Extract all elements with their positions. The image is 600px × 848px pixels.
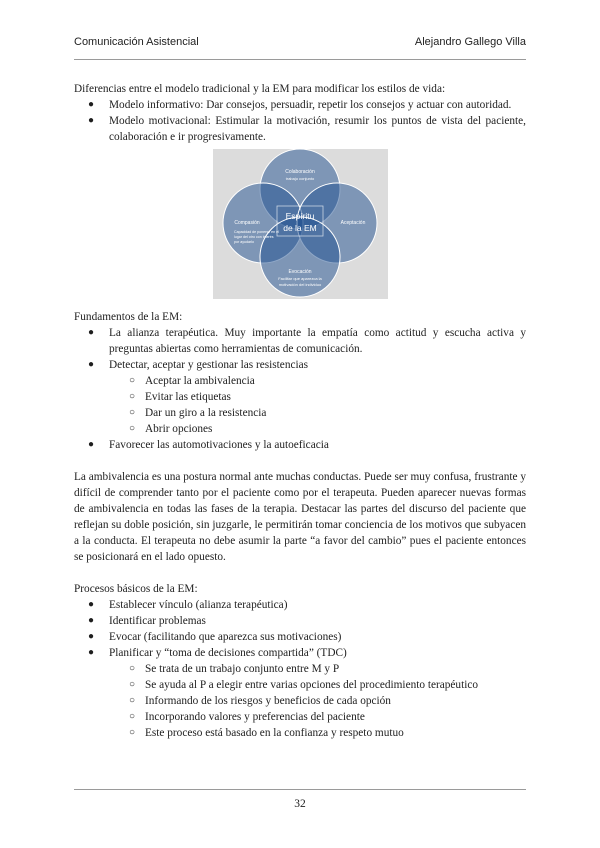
section2-sublist — [74, 373, 526, 437]
bullet: ○ — [129, 679, 136, 690]
bullet: ○ — [129, 407, 136, 418]
bullet: ● — [88, 359, 95, 370]
bullet: ○ — [129, 711, 136, 722]
top-title: Colaboración — [284, 169, 315, 175]
list-item: ● Detectar, aceptar y gestionar las resistencias — [88, 359, 309, 371]
bullet: ● — [88, 615, 95, 626]
ambivalence-paragraph: La ambivalencia es una postura normal ante muchas conductas. Puede ser muy confusa, frustrante y difícil de comprender tanto por el paciente como por el terapeuta. Pueden aparecer nuevas formas de ambivalencia en todas las fases de la terapia. Destacar las partes del discurso del paciente que reflejan su doble posición, sin juzgarle, le permitirán tomar conciencia de los motivos que subyacen a la conducta. El terapeuta no debe asumir la parte “a favor del cambio” pues el paciente entonces se posicionará en el lado opuesto. — [74, 471, 526, 563]
sublist-item: ○ Incorporando valores y preferencias del paciente — [129, 711, 365, 723]
header-left: Comunicación Asistencial — [74, 36, 199, 48]
list-item: ● Modelo motivacional: Estimular la motivación, resumir los puntos de vista del paciente, colaboración e ir progresivamente. — [88, 115, 526, 143]
header-rule — [74, 59, 526, 60]
top-sub: trabajo conjunto — [285, 176, 314, 181]
section1-intro: Diferencias entre el modelo tradicional y la EM para modificar los estilos de vida: — [74, 83, 446, 95]
footer-rule — [74, 789, 526, 790]
bullet: ○ — [129, 727, 136, 738]
page-number: 32 — [294, 798, 306, 810]
sublist-item: ○ Dar un giro a la resistencia — [129, 407, 267, 419]
left-sub2: lugar del otro con interés — [233, 235, 274, 239]
section3-list — [74, 597, 526, 661]
header-right: Alejandro Gallego Villa — [414, 36, 526, 48]
section2-list-end — [74, 437, 526, 453]
list-item: ● Identificar problemas — [88, 615, 206, 627]
page-body — [74, 81, 526, 741]
left-title: Compasión — [233, 220, 260, 226]
section3-title: Procesos básicos de la EM: — [74, 583, 198, 595]
bottom-sub2: motivación del individuo — [278, 282, 321, 287]
center-line1: Espíritu — [285, 211, 314, 221]
bullet: ○ — [129, 663, 136, 674]
list-item: ● Modelo informativo: Dar consejos, persuadir, repetir los consejos y actuar con autoridad. — [88, 99, 512, 111]
list-item: ● Favorecer las automotivaciones y la autoeficacia — [88, 439, 329, 451]
left-sub3: por ayudarlo — [233, 240, 254, 244]
section2-title: Fundamentos de la EM: — [74, 311, 183, 323]
em-spirit-diagram — [213, 149, 388, 299]
center-line2: de la EM — [282, 223, 317, 233]
section1-list — [74, 97, 526, 145]
sublist-item: ○ Se trata de un trabajo conjunto entre M y P — [129, 663, 340, 675]
sublist-item: ○ Abrir opciones — [129, 423, 213, 435]
list-item: ● Planificar y “toma de decisiones compartida” (TDC) — [88, 647, 347, 659]
bullet: ○ — [129, 391, 136, 402]
section2-list — [74, 325, 526, 373]
sublist-item: ○ Evitar las etiquetas — [129, 391, 231, 403]
bottom-title: Evocación — [287, 269, 312, 275]
sublist-item: ○ Este proceso está basado en la confianza y respeto mutuo — [129, 727, 404, 739]
sublist-item: ○ Informando de los riesgos y beneficios de cada opción — [129, 695, 391, 707]
sublist-item: ○ Aceptar la ambivalencia — [129, 375, 255, 387]
section3-sublist — [74, 661, 526, 741]
bullet: ○ — [129, 423, 136, 434]
bullet: ● — [88, 599, 95, 610]
right-title: Aceptación — [340, 220, 365, 226]
bullet: ○ — [129, 375, 136, 386]
bullet: ● — [88, 115, 95, 126]
bullet: ○ — [129, 695, 136, 706]
bullet: ● — [88, 327, 95, 338]
bullet: ● — [88, 99, 95, 110]
list-item: ● La alianza terapéutica. Muy importante la empatía como actitud y escucha activa y preguntas abiertas como herramientas de comunicación. — [88, 327, 526, 355]
bullet: ● — [88, 439, 95, 450]
bullet: ● — [88, 631, 95, 642]
list-item: ● Establecer vínculo (alianza terapéutica) — [88, 599, 288, 611]
bottom-sub1: Facilitar que aparezca la — [277, 276, 322, 281]
left-sub1: Capacidad de ponerse en el — [233, 230, 279, 234]
list-item: ● Evocar (facilitando que aparezca sus motivaciones) — [88, 631, 342, 643]
sublist-item: ○ Se ayuda al P a elegir entre varias opciones del procedimiento terapéutico — [129, 679, 479, 691]
bullet: ● — [88, 647, 95, 658]
